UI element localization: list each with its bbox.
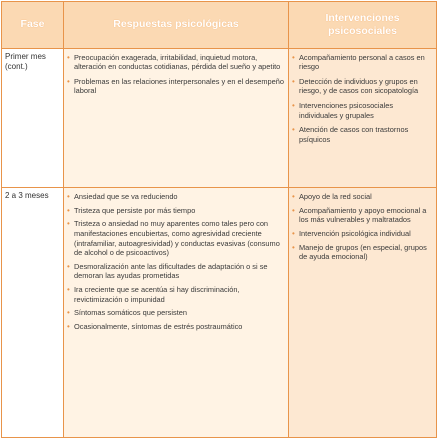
intervenciones-list xyxy=(289,49,436,145)
list-item: • Ansiedad que se va reduciendo xyxy=(74,192,284,202)
list-item: • Intervenciones psicosociales individuales y grupales xyxy=(299,101,432,120)
list-item: • Manejo de grupos (en especial, grupos de ayuda emocional) xyxy=(299,243,432,262)
list-item: • Acompañamiento personal a casos en riesgo xyxy=(299,53,432,72)
table-header-row xyxy=(2,2,437,49)
list-item: • Ocasionalmente, síntomas de estrés postraumático xyxy=(74,322,284,332)
list-item: • Tristeza que persiste por más tiempo xyxy=(74,206,284,216)
respuestas-cell xyxy=(64,48,289,188)
table-row xyxy=(2,188,437,438)
list-item: • Tristeza o ansiedad no muy aparentes como tales pero con manifestaciones encubiertas, como agresividad creciente (intrafamiliar, autoagresividad) y conductas evasivas (consumo de alcohol o de psicoactivos) xyxy=(74,219,284,257)
header-respuestas: Respuestas psicológicas xyxy=(64,2,289,49)
header-intervenciones: Intervenciones psicosociales xyxy=(289,2,437,49)
list-item: • Detección de individuos y grupos en riesgo, y de casos con sicopatología xyxy=(299,77,432,96)
list-item: • Ira creciente que se acentúa si hay discriminación, revictimización o impunidad xyxy=(74,285,284,304)
list-item: • Síntomas somáticos que persisten xyxy=(74,308,284,318)
list-item: • Preocupación exagerada, irritabilidad, inquietud motora, alteración en conductas cotidianas, pérdida del sueño y apetito xyxy=(74,53,284,72)
list-item: • Apoyo de la red social xyxy=(299,192,432,202)
intervenciones-cell xyxy=(289,188,437,438)
list-item: • Desmoralización ante las dificultades de adaptación o si se demoran las ayudas prometidas xyxy=(74,262,284,281)
list-item: • Intervención psicológica individual xyxy=(299,229,432,239)
list-item: • Atención de casos con trastornos psíquicos xyxy=(299,125,432,144)
intervenciones-cell xyxy=(289,48,437,188)
respuestas-cell xyxy=(64,188,289,438)
header-fase: Fase xyxy=(2,2,64,49)
list-item: • Problemas en las relaciones interpersonales y en el desempeño laboral xyxy=(74,77,284,96)
table-row xyxy=(2,48,437,188)
psychosocial-table xyxy=(1,1,437,438)
fase-cell: 2 a 3 meses xyxy=(2,188,64,438)
list-item: • Acompañamiento y apoyo emocional a los más vulnerables y maltratados xyxy=(299,206,432,225)
respuestas-list xyxy=(64,188,288,331)
respuestas-list xyxy=(64,49,288,96)
fase-cell: Primer mes (cont.) xyxy=(2,48,64,188)
intervenciones-list xyxy=(289,188,436,262)
